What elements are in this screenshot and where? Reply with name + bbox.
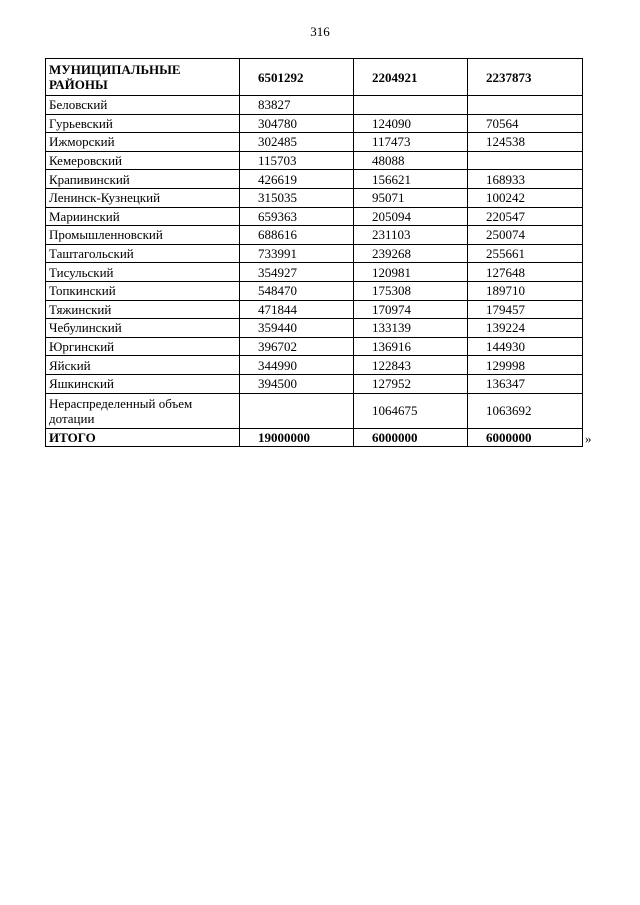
row-value: 548470 bbox=[240, 281, 354, 300]
row-value bbox=[468, 151, 583, 170]
row-value: 100242 bbox=[468, 188, 583, 207]
table-row bbox=[46, 300, 583, 319]
row-value bbox=[354, 96, 468, 115]
row-value: 255661 bbox=[468, 244, 583, 263]
row-value: 122843 bbox=[354, 356, 468, 375]
row-value: 733991 bbox=[240, 244, 354, 263]
row-value: 205094 bbox=[354, 207, 468, 226]
row-name: Топкинский bbox=[46, 281, 240, 300]
row-name: Гурьевский bbox=[46, 114, 240, 133]
row-value: 120981 bbox=[354, 263, 468, 282]
header-label: МУНИЦИПАЛЬНЫЕ РАЙОНЫ bbox=[46, 59, 240, 96]
undistributed-row bbox=[46, 393, 583, 428]
table-row bbox=[46, 207, 583, 226]
row-value: 127952 bbox=[354, 374, 468, 393]
row-value: 127648 bbox=[468, 263, 583, 282]
header-value: 2237873 bbox=[468, 59, 583, 96]
row-value: 124090 bbox=[354, 114, 468, 133]
row-value: 344990 bbox=[240, 356, 354, 375]
row-value: 359440 bbox=[240, 319, 354, 338]
row-name: Тяжинский bbox=[46, 300, 240, 319]
row-name: Ленинск-Кузнецкий bbox=[46, 188, 240, 207]
table-row bbox=[46, 244, 583, 263]
row-value bbox=[240, 393, 354, 428]
row-value bbox=[468, 96, 583, 115]
row-value: 136347 bbox=[468, 374, 583, 393]
row-name: Ижморский bbox=[46, 133, 240, 152]
row-value: 6000000 bbox=[354, 428, 468, 447]
row-name: Яшкинский bbox=[46, 374, 240, 393]
table-row bbox=[46, 337, 583, 356]
table-row bbox=[46, 356, 583, 375]
row-value: 6000000 bbox=[468, 428, 583, 447]
row-value: 115703 bbox=[240, 151, 354, 170]
row-value: 83827 bbox=[240, 96, 354, 115]
row-name: Беловский bbox=[46, 96, 240, 115]
row-value: 117473 bbox=[354, 133, 468, 152]
closing-quote: » bbox=[585, 431, 592, 446]
row-value: 179457 bbox=[468, 300, 583, 319]
row-name: Кемеровский bbox=[46, 151, 240, 170]
row-value: 688616 bbox=[240, 226, 354, 245]
table-row bbox=[46, 170, 583, 189]
table-row bbox=[46, 281, 583, 300]
table-row bbox=[46, 188, 583, 207]
row-value: 136916 bbox=[354, 337, 468, 356]
row-value: 124538 bbox=[468, 133, 583, 152]
budget-table bbox=[45, 58, 583, 447]
row-value: 220547 bbox=[468, 207, 583, 226]
row-value: 315035 bbox=[240, 188, 354, 207]
row-name: Крапивинский bbox=[46, 170, 240, 189]
row-name: Таштагольский bbox=[46, 244, 240, 263]
page-number: 316 bbox=[310, 24, 330, 39]
row-name: Нераспределенный объем дотации bbox=[46, 393, 240, 428]
table-row bbox=[46, 226, 583, 245]
row-name: Чебулинский bbox=[46, 319, 240, 338]
row-value: 175308 bbox=[354, 281, 468, 300]
row-value: 168933 bbox=[468, 170, 583, 189]
row-value: 302485 bbox=[240, 133, 354, 152]
table-row bbox=[46, 96, 583, 115]
row-value: 129998 bbox=[468, 356, 583, 375]
row-value: 48088 bbox=[354, 151, 468, 170]
table-row bbox=[46, 374, 583, 393]
row-name: Мариинский bbox=[46, 207, 240, 226]
row-value: 354927 bbox=[240, 263, 354, 282]
row-value: 659363 bbox=[240, 207, 354, 226]
row-value: 1063692 bbox=[468, 393, 583, 428]
header-value: 2204921 bbox=[354, 59, 468, 96]
row-value: 19000000 bbox=[240, 428, 354, 447]
table-header-row bbox=[46, 59, 583, 96]
row-name: Юргинский bbox=[46, 337, 240, 356]
row-value: 250074 bbox=[468, 226, 583, 245]
table-row bbox=[46, 133, 583, 152]
table-row bbox=[46, 319, 583, 338]
total-row bbox=[46, 428, 583, 447]
row-value: 139224 bbox=[468, 319, 583, 338]
row-value: 170974 bbox=[354, 300, 468, 319]
table-row bbox=[46, 114, 583, 133]
row-value: 189710 bbox=[468, 281, 583, 300]
row-value: 426619 bbox=[240, 170, 354, 189]
row-value: 471844 bbox=[240, 300, 354, 319]
row-value: 396702 bbox=[240, 337, 354, 356]
row-name: Промышленновский bbox=[46, 226, 240, 245]
row-value: 1064675 bbox=[354, 393, 468, 428]
row-value: 133139 bbox=[354, 319, 468, 338]
row-value: 144930 bbox=[468, 337, 583, 356]
row-name: ИТОГО bbox=[46, 428, 240, 447]
row-value: 239268 bbox=[354, 244, 468, 263]
row-value: 394500 bbox=[240, 374, 354, 393]
row-value: 95071 bbox=[354, 188, 468, 207]
table-row bbox=[46, 151, 583, 170]
row-name: Тисульский bbox=[46, 263, 240, 282]
row-value: 231103 bbox=[354, 226, 468, 245]
row-value: 304780 bbox=[240, 114, 354, 133]
row-name: Яйский bbox=[46, 356, 240, 375]
header-value: 6501292 bbox=[240, 59, 354, 96]
row-value: 156621 bbox=[354, 170, 468, 189]
row-value: 70564 bbox=[468, 114, 583, 133]
table-row bbox=[46, 263, 583, 282]
